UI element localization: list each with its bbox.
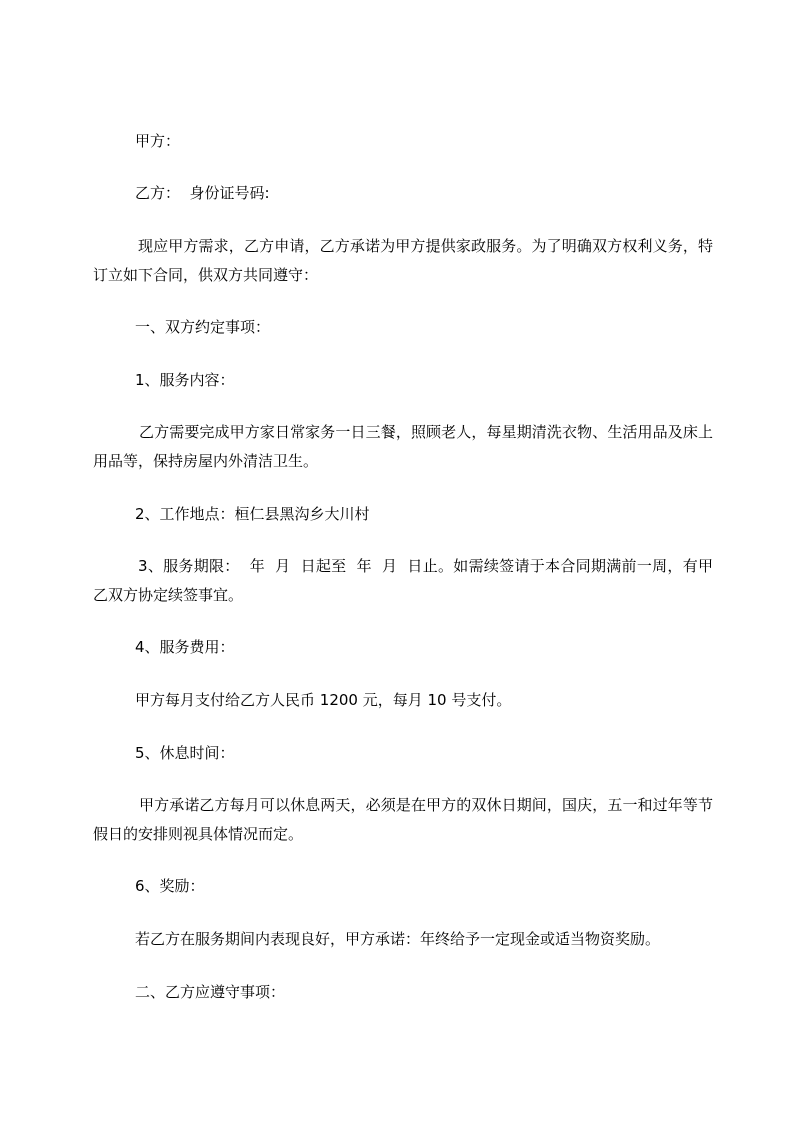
item-6-body: 若乙方在服务期间内表现良好，甲方承诺：年终给予一定现金或适当物资奖励。: [135, 930, 661, 948]
item-1-body: 乙方需要完成甲方家日常家务一日三餐，照顾老人，每星期清洗衣物、生活用品及床上用品等，保持房屋内外清洁卫生。: [93, 423, 713, 470]
party-b-line: 乙方： 身份证号码:: [135, 184, 270, 202]
item-4-heading: 4、服务费用：: [135, 638, 235, 656]
item-3-paragraph: 3、服务期限： 年 月 日起至 年 月 日止。如需续签请于本合同期满前一周，有甲乙双方协定续签事宜。: [93, 557, 713, 604]
item-5-heading: 5、休息时间：: [135, 744, 235, 762]
party-a-line: 甲方：: [135, 132, 181, 150]
item-5-body: 甲方承诺乙方每月可以休息两天，必须是在甲方的双休日期间，国庆，五一和过年等节假日的安排则视具体情况而定。: [93, 796, 713, 843]
section-1-heading: 一、双方约定事项：: [135, 318, 271, 336]
item-1-heading: 1、服务内容：: [135, 371, 235, 389]
intro-paragraph: 现应甲方需求，乙方申请，乙方承诺为甲方提供家政服务。为了明确双方权利义务，特订立如下合同，供双方共同遵守：: [93, 237, 713, 284]
item-4-body: 甲方每月支付给乙方人民币 1200 元，每月 10 号支付。: [135, 691, 512, 709]
item-2-line: 2、工作地点：桓仁县黑沟乡大川村: [135, 505, 370, 523]
section-2-heading: 二、乙方应遵守事项：: [135, 983, 286, 1001]
item-6-heading: 6、奖励：: [135, 877, 205, 895]
